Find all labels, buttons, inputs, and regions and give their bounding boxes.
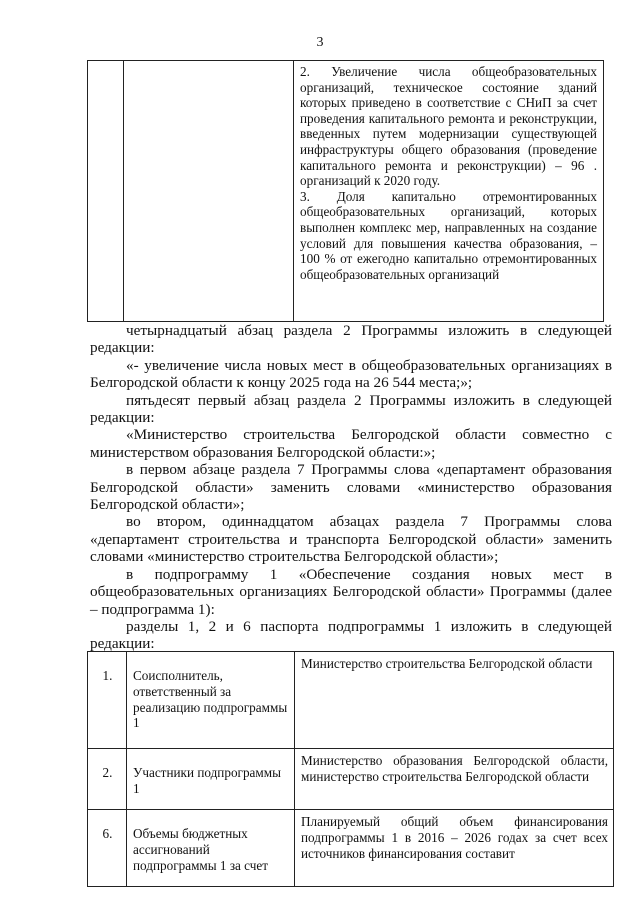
row-value: Планируемый общий объем финансирования подпрограммы 1 в 2016 – 2026 годах за счет всех источников финансирования составит: [295, 810, 614, 887]
paragraph: разделы 1, 2 и 6 паспорта подпрограммы 1 изложить в следующей редакции:: [90, 617, 612, 653]
row-number: 1.: [88, 652, 127, 749]
indicator-item-2: 2. Увеличение числа общеобразовательных организаций, техническое состояние зданий которых приведено в соответствие с СНиП за счет проведения капитального ремонта и реконструкции, введенных путем модернизации существующей инфраструктуры общего образования (проведение капитального ремонта и реконструкции) – 96 . организаций к 2020 году.: [300, 64, 597, 189]
page-number: 3: [316, 35, 324, 50]
row-number: 6.: [88, 810, 127, 887]
paragraph: в первом абзаце раздела 7 Программы слова «департамент образования Белгородской области» заменить словами «министерство образования Белгородской области»;: [90, 461, 612, 514]
row-value: Министерство строительства Белгородской области: [295, 652, 614, 749]
paragraph: в подпрограмму 1 «Обеспечение создания новых мест в общеобразовательных организациях Белгородской области» Программы (далее – подпрограмма 1):: [90, 565, 612, 618]
subprogram-passport-table: [87, 651, 614, 887]
table-cell-indicators: [294, 61, 604, 322]
paragraph: пятьдесят первый абзац раздела 2 Программы изложить в следующей редакции:: [90, 391, 612, 427]
row-value: Министерство образования Белгородской области, министерство строительства Белгородской области: [295, 749, 614, 810]
paragraph: во втором, одиннадцатом абзацах раздела 7 Программы слова «департамент строительства и транспорта Белгородской области» заменить словами «министерство строительства Белгородской области»;: [90, 513, 612, 566]
table-row: [88, 749, 614, 810]
row-number: 2.: [88, 749, 127, 810]
table-row: [88, 810, 614, 887]
paragraph: «- увеличение числа новых мест в общеобразовательных организациях в Белгородской области к концу 2025 года на 26 544 места;»;: [90, 356, 612, 392]
amendment-text: [90, 322, 612, 653]
row-name: Объемы бюджетных ассигнований подпрограммы 1 за счет: [127, 810, 295, 887]
paragraph: четырнадцатый абзац раздела 2 Программы изложить в следующей редакции:: [90, 322, 612, 357]
table-row: [88, 652, 614, 749]
table-cell-empty: [88, 61, 124, 322]
continued-indicators-table: [87, 60, 604, 322]
paragraph: «Министерство строительства Белгородской области совместно с министерством образования Белгородской области:»;: [90, 426, 612, 461]
table-cell-empty: [124, 61, 294, 322]
row-name: Участники подпрограммы 1: [127, 749, 295, 810]
row-name: Соисполнитель, ответственный за реализацию подпрограммы 1: [127, 652, 295, 749]
indicator-item-3: 3. Доля капитально отремонтированных общеобразовательных организаций, которых выполнен комплекс мер, направленных на создание условий для повышения качества образования, – 100 % от ежегодно капитально отремонтированных общеобразовательных организаций: [300, 188, 597, 282]
